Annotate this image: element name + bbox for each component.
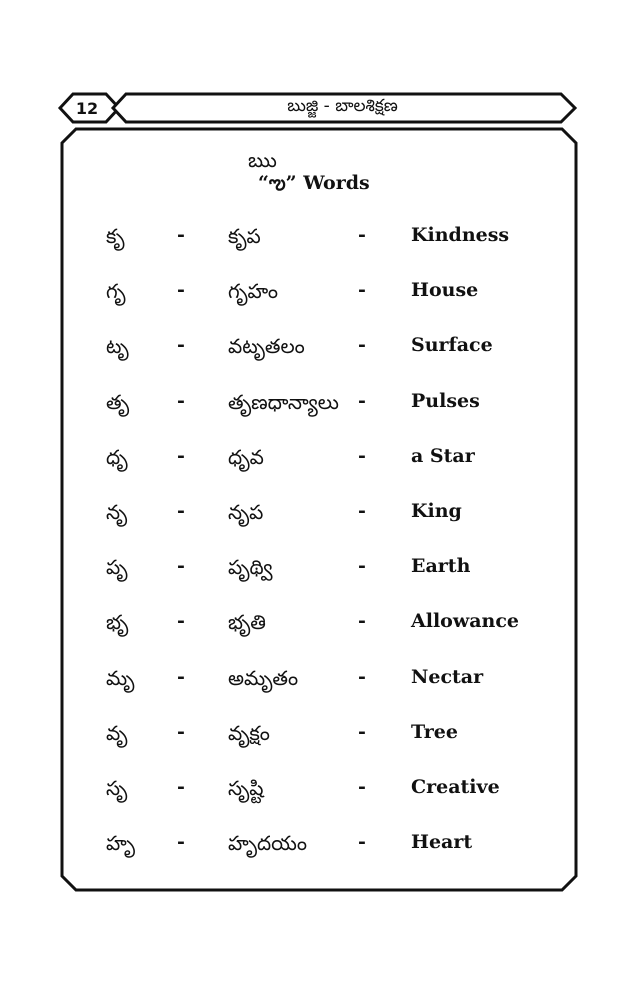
row-dash: - [177,610,185,633]
row-meaning: Tree [411,720,458,743]
row-letter: కృ [106,224,125,248]
row-dash: - [358,279,366,302]
row-telugu-word: తృణధాన్యాలు [228,389,339,414]
row-telugu-word: హృదయం [228,831,308,856]
row-letter: గృ [106,279,126,304]
word-row [0,273,638,313]
row-dash: - [177,279,185,302]
word-row [0,604,638,644]
row-dash: - [358,776,366,798]
row-telugu-word: కృప [228,224,261,248]
row-letter: నృ [106,500,128,524]
row-dash: - [358,444,366,467]
row-telugu-word: సృష్టి [228,776,264,800]
row-letter: ధృ [106,444,128,469]
row-telugu-word: వృక్షం [228,720,270,745]
book-title: బుజ్జి - బాలశిక్షణ [287,96,398,116]
word-row [0,328,638,368]
word-row [0,660,638,700]
row-meaning: a Star [411,444,475,467]
word-row [0,439,638,479]
row-dash: - [177,389,185,412]
row-dash: - [358,500,366,522]
row-meaning: Nectar [411,665,484,688]
row-dash: - [358,224,366,246]
word-row [0,770,638,810]
word-row [0,218,638,258]
row-dash: - [358,720,366,743]
row-dash: - [177,665,185,688]
row-telugu-word: ధృవ [228,444,264,469]
row-letter: మృ [106,665,135,690]
row-letter: పృ [106,555,128,580]
row-letter: తృ [106,389,130,414]
row-letter: టృ [106,334,129,359]
word-row [0,549,638,589]
row-meaning: Creative [411,776,500,798]
row-meaning: Earth [411,555,471,578]
row-dash: - [358,610,366,633]
row-dash: - [358,831,366,854]
row-meaning: Heart [411,831,473,854]
word-row [0,384,638,424]
heading-english: “ఌ” Words [258,172,370,194]
row-dash: - [177,776,185,798]
page-number: 12 [75,98,99,118]
word-row [0,715,638,755]
row-dash: - [358,665,366,688]
row-meaning: House [411,279,479,302]
row-dash: - [177,334,185,357]
row-telugu-word: గృహం [228,279,279,304]
row-telugu-word: నృప [228,500,264,524]
row-dash: - [177,224,185,246]
row-letter: హృ [106,831,136,856]
row-dash: - [358,555,366,578]
row-dash: - [177,555,185,578]
row-telugu-word: భృతి [228,610,266,635]
row-dash: - [358,334,366,357]
row-meaning: King [411,500,462,522]
row-dash: - [177,500,185,522]
row-dash: - [177,444,185,467]
row-meaning: Pulses [411,389,480,412]
row-dash: - [358,389,366,412]
word-row [0,825,638,865]
row-telugu-word: పృథ్వి [228,555,273,580]
row-dash: - [177,720,185,743]
row-letter: భృ [106,610,129,635]
row-letter: వృ [106,720,128,745]
word-row [0,494,638,534]
row-telugu-word: వటృతలం [228,334,305,359]
row-meaning: Surface [411,334,493,357]
row-meaning: Allowance [411,610,519,633]
row-meaning: Kindness [411,224,510,246]
row-telugu-word: అమృతం [228,665,299,690]
row-letter: సృ [106,776,128,800]
row-dash: - [177,831,185,854]
heading-telugu-letter: ఋ [248,148,277,172]
